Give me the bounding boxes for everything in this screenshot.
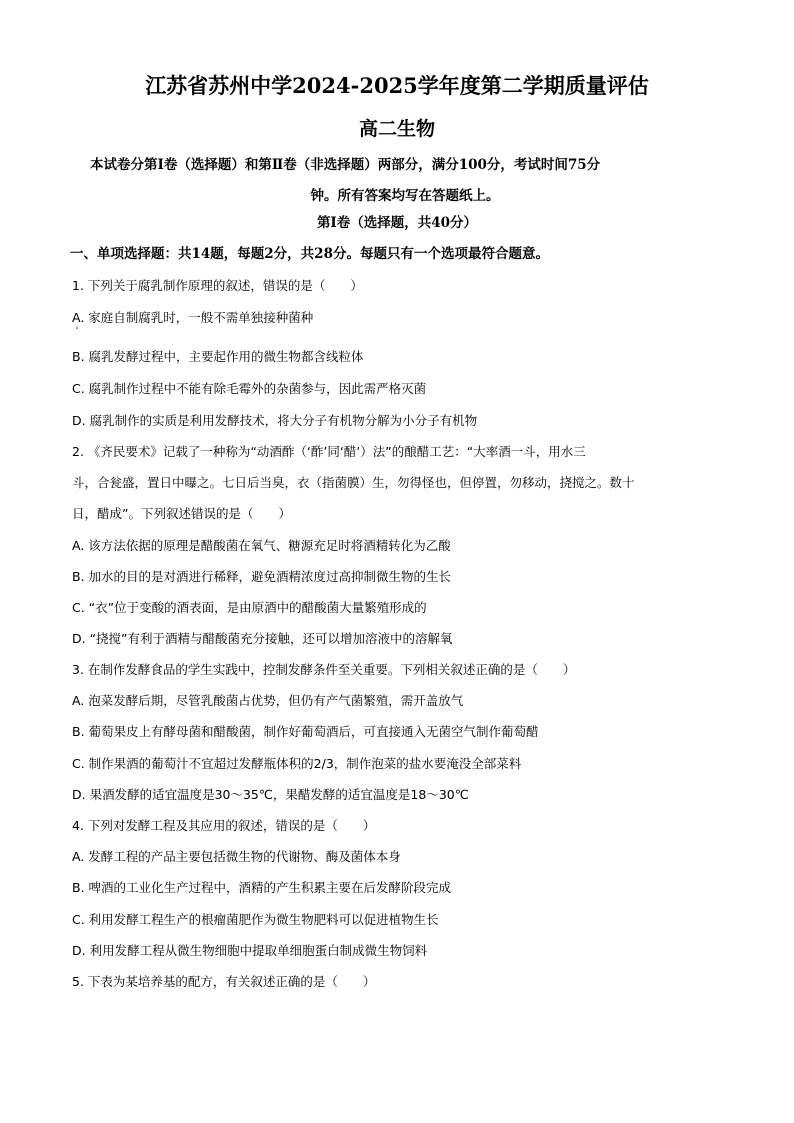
question-3-option-d: D. 果酒发酵的适宜温度是30～35℃，果醋发酵的适宜温度是18～30℃ — [72, 787, 469, 802]
question-2-option-b: B. 加水的目的是对酒进行稀释，避免酒精浓度过高抑制微生物的生长 — [72, 569, 452, 584]
part-heading: 第Ⅰ卷（选择题，共40分） — [316, 215, 478, 231]
question-3-option-a: A. 泡菜发酵后期，尽管乳酸菌占优势，但仍有产气菌繁殖，需开盖放气 — [72, 693, 464, 708]
question-stem-2-line-3: 日，醋成”。下列叙述错误的是（ ） — [72, 506, 291, 521]
question-3-option-c: C. 制作果酒的葡萄汁不宜超过发酵瓶体积的2/3，制作泡菜的盐水要淹没全部菜料 — [72, 756, 522, 771]
question-1-option-c: C. 腐乳制作过程中不能有除毛霉外的杂菌参与，因此需严格灭菌 — [72, 381, 427, 396]
question-3-option-b: B. 葡萄果皮上有酵母菌和醋酸菌，制作好葡萄酒后，可直接通入无菌空气制作葡萄醋 — [72, 724, 539, 739]
question-2-option-a: A. 该方法依据的原理是醋酸菌在氧气、糖源充足时将酒精转化为乙酸 — [72, 538, 451, 553]
exam-title: 江苏省苏州中学2024-2025学年度第二学期质量评估 — [145, 73, 649, 98]
question-4-option-b: B. 啤酒的工业化生产过程中，酒精的产生积累主要在后发酵阶段完成 — [72, 880, 452, 895]
question-1-option-a: A. 家庭自制腐乳时，一般不需单独接种菌种 — [72, 310, 314, 325]
question-4-option-c: C. 利用发酵工程生产的根瘤菌肥作为微生物肥料可以促进植物生长 — [72, 912, 439, 927]
question-stem-2-line-1: 2. 《齐民要术》记载了一种称为“动酒酢（‘酢’同‘醋’）法”的酿醋工艺：“大率酒一斗，用水三 — [72, 444, 586, 459]
question-stem-4: 4. 下列对发酵工程及其应用的叙述，错误的是（ ） — [72, 818, 376, 833]
question-1-option-d: D. 腐乳制作的实质是利用发酵技术，将大分子有机物分解为小分子有机物 — [72, 413, 478, 428]
question-stem-1: 1. 下列关于腐乳制作原理的叙述，错误的是（ ） — [72, 278, 363, 293]
stray-dot-mark — [76, 327, 78, 329]
question-stem-2-line-2: 斗，合瓮盛，置日中曝之。七日后当臭，衣（指菌膜）生，勿得怪也，但停置，勿移动，挠搅之。数十 — [72, 475, 635, 490]
question-4-option-a: A. 发酵工程的产品主要包括微生物的代谢物、酶及菌体本身 — [72, 849, 401, 864]
question-2-option-c: C. “衣”位于变酸的酒表面，是由原酒中的醋酸菌大量繁殖形成的 — [72, 600, 427, 615]
instructions-line-1: 本试卷分第Ⅰ卷（选择题）和第Ⅱ卷（非选择题）两部分，满分100分，考试时间75分 — [90, 157, 601, 173]
question-1-option-b: B. 腐乳发酵过程中，主要起作用的微生物都含线粒体 — [72, 349, 364, 364]
question-stem-5: 5. 下表为某培养基的配方，有关叙述正确的是（ ） — [72, 974, 376, 989]
section-heading: 一、单项选择题：共14题，每题2分，共28分。每题只有一个选项最符合题意。 — [70, 246, 549, 262]
question-stem-3: 3. 在制作发酵食品的学生实践中，控制发酵条件至关重要。下列相关叙述正确的是（ ） — [72, 662, 576, 677]
question-4-option-d: D. 利用发酵工程从微生物细胞中提取单细胞蛋白制成微生物饲料 — [72, 943, 428, 958]
instructions-line-2: 钟。所有答案均写在答题纸上。 — [310, 188, 500, 204]
exam-instructions — [90, 150, 720, 212]
exam-subject: 高二生物 — [358, 118, 435, 140]
question-2-option-d: D. “挠搅”有利于酒精与醋酸菌充分接触，还可以增加溶液中的溶解氧 — [72, 631, 453, 646]
